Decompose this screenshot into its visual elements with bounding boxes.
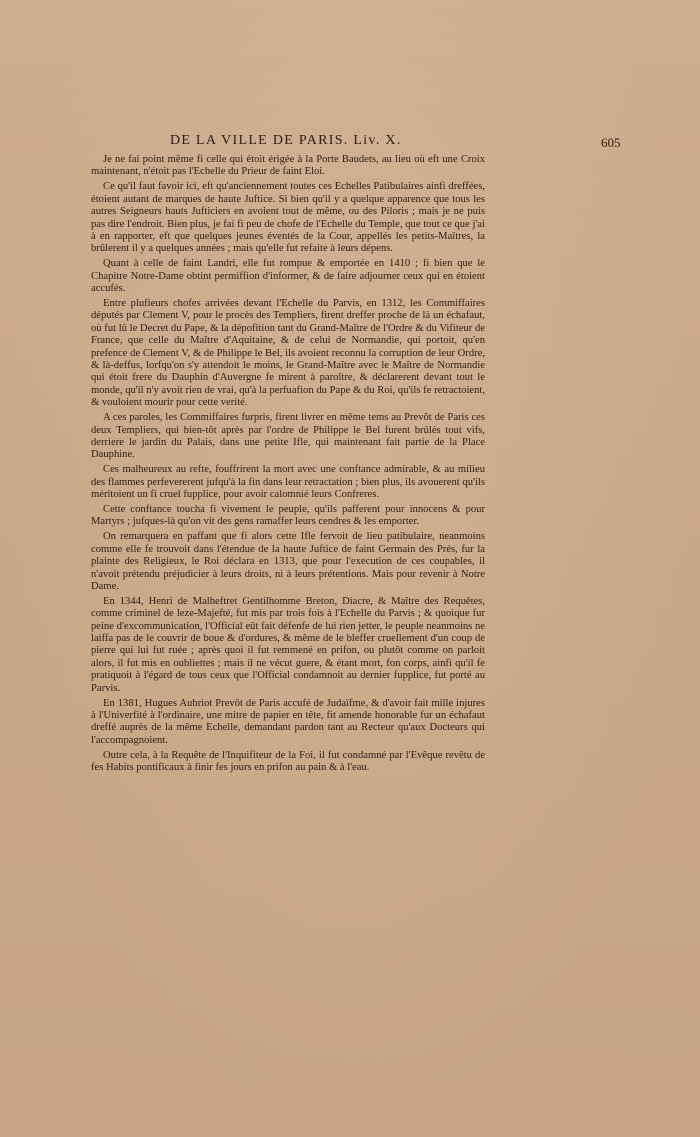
paragraph: En 1381, Hugues Aubriot Prevôt de Paris accufé de Judaïfme, & d'avoir fait mille injures à l'Univerfité à l'ordinaire, une mitre de papier en tête, fit amende honorable fur un échafaut dreffé auprès de la même Echelle, demandant pardon tant au Recteur qu'aux Docteurs qui l'accompagnoient. (91, 697, 485, 746)
paragraph: On remarquera en paffant que fi alors cette Ifle fervoit de lieu patibulaire, neanmoins comme elle fe trouvoit dans l'étendue de la haute Juftice de faint Germain des Prés, fur la plainte des Religieux, le Roi déclara en 1313, que pour l'execution de ces coupables, il n'avoit prétendu préjudicier à leurs droits, ni à leurs prétentions. Mais pour revenir à Notre Dame. (91, 531, 485, 592)
running-head: DE LA VILLE DE PARIS. Liv. X. (170, 133, 402, 148)
paragraph: Quant à celle de faint Landri, elle fut rompue & emportée en 1410 ; fi bien que le Chapitre Notre-Dame obtint permiffion d'informer, & de faire adjourner ceux qui en étoient accufés. (91, 258, 485, 295)
paragraph: Ce qu'il faut favoir ici, eft qu'anciennement toutes ces Echelles Patibulaires ainfi dreffées, étoient autant de marques de haute Juftice. Si bien qu'il y a quelque apparence que tous les autres Seigneurs hauts Jufticiers en avoient tout de même, ou des Piloris ; mais je ne puis pas dire l'endroit. Bien plus, je fai fi peu de chofe de l'Echelle du Temple, que tout ce que j'ai à en rapporter, eft que quelques jeunes éventés de la Cour, appellés les petits-Maîtres, la brûlerent il y a quelques années ; mais qu'elle fut refaite à leurs dépens. (91, 181, 485, 255)
paragraph: A ces paroles, les Commiffaires furpris, firent livrer en même tems au Prevôt de Paris ces deux Templiers, qui bien-tôt après par l'ordre de Philippe le Bel furent brûlés tout vifs, derriere le jardin du Palais, dans une petite Ifle, qui maintenant fait partie de la Place Dauphine. (91, 412, 485, 461)
page-header (170, 133, 486, 149)
paragraph: En 1344, Henri de Malheftret Gentilhomme Breton, Diacre, & Maître des Requêtes, comme criminel de leze-Majefté, fut mis par trois fois à l'Echelle du Parvis ; & quoique fur peine d'excommunication, l'Official eût fait défenfe de lui rien jetter, le peuple neanmoins ne laiffa pas de le couvrir de boue & d'ordures, & même de le bleffer cruellement d'un coup de pierre qui lui fut ruée ; après quoi il fut remmené en prifon, ou plutôt comme on parloit alors, il fut mis en oubliettes ; mais il ne vécut guere, & étant mort, fon corps, ainfi qu'il fe pratiquoit à l'égard de tous ceux que l'Official condamnoit au dernier fupplice, fut porté au Parvis. (91, 595, 485, 694)
paragraph: Ces malheureux au refte, fouffrirent la mort avec une conftance admirable, & au milieu des flammes perfevererent jufqu'à la fin dans leur retractation ; bien plus, ils avouerent qu'ils méritoient un fi cruel fupplice, pour avoir calomnié leurs Confreres. (91, 464, 485, 501)
paragraph: Outre cela, à la Requête de l'Inquifiteur de la Foi, il fut condamné par l'Evêque revêtu de fes Habits pontificaux à finir fes jours en prifon au pain & à l'eau. (91, 749, 485, 774)
paragraph: Cette conftance toucha fi vivement le peuple, qu'ils pafferent pour innocens & pour Martyrs ; jufques-là qu'on vit des gens ramaffer leurs cendres & les emporter. (91, 503, 485, 528)
paragraph: Je ne fai point même fi celle qui étoit érigée à la Porte Baudets, au lieu où eft une Croix maintenant, n'étoit pas l'Echelle du Prieur de faint Eloi. (91, 154, 485, 178)
paragraph: Entre plufieurs chofes arrivées devant l'Echelle du Parvis, en 1312, les Commiffaires députés par Clement V, pour le procès des Templiers, firent dreffer proche de là un échafaut, où fut lû le Decret du Pape, & la dépofition tant du Grand-Maître de l'Ordre & du Vifiteur de France, que celle du Maître d'Aquitaine, & de celui de Normandie, qui portoit, qu'en prefence de Clement V, & de Philippe le Bel, ils avoient reconnu la corruption de leur Ordre, & là-deffus, lorfqu'on s'y attendoit le moins, le Grand-Maître avec le Maître de Normandie qui étoit frere du Dauphin d'Auvergne fe mirent à paroître, & déclarerent devant tout le monde, qu'il n'y avoit rien de vrai, qu'à la perfuafion du Pape & du Roi, qu'ils fe retractoient, & vouloient mourir pour cette verité. (91, 297, 485, 409)
body-text (91, 154, 485, 777)
page-number: 605 (601, 135, 621, 150)
